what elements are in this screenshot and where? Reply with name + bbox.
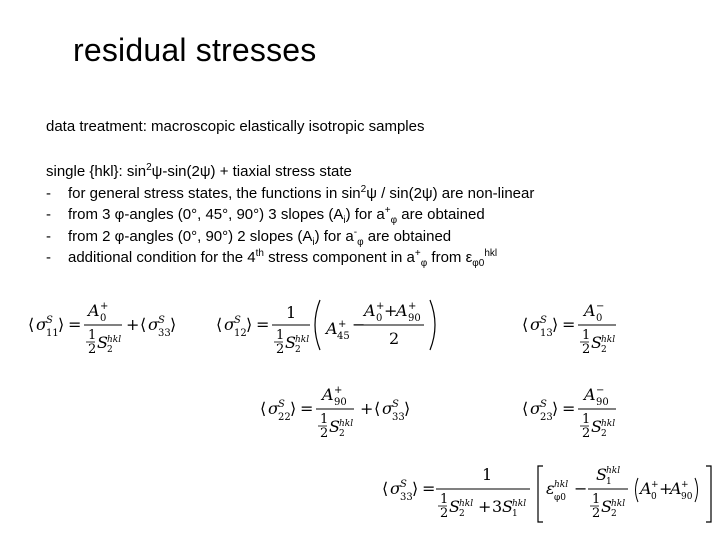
hkl-sup: hkl [611,499,626,509]
angle-bracket: ⟩ [552,399,559,418]
numeral-1: 1 [320,412,329,427]
hkl-sup: hkl [295,335,310,345]
numeral-1: 1 [592,492,601,507]
superscript: hkl [484,248,498,259]
equals-sign: = [422,479,436,498]
hkl-sup: hkl [459,499,474,509]
text-run: single {hkl}: [46,163,127,180]
index-23: 23 [540,412,553,423]
numeral-2: 2 [440,506,449,521]
equation-sigma33 [382,465,711,522]
superscript-S: S [540,399,547,410]
paren-open: ⟨ [632,494,633,495]
hkl-sup: hkl [107,335,122,345]
angle-bracket: ⟨ [260,399,267,418]
superscript-S: S [278,399,285,410]
index-2: 2 [295,345,301,355]
angle-bracket: ⟩ [246,315,253,334]
minus-sup: − [596,301,605,312]
index-0: 0 [376,313,383,324]
S-symbol: S [97,333,108,352]
A-symbol: A [640,479,652,498]
numeral-2: 2 [592,506,601,521]
angle-bracket: ⟩ [404,399,411,418]
equals-sign: = [562,315,576,334]
equation-sigma23 [522,385,616,441]
angle-bracket: ⟨ [522,315,529,334]
slide-title: residual stresses [73,32,317,68]
S-symbol: S [601,497,612,516]
numeral-3: 3 [492,497,503,516]
minus-sup: − [596,385,605,396]
superscript-S: S [158,315,165,326]
index-0: 0 [651,492,657,502]
right-paren [430,300,435,350]
text-run: ) for a [345,206,385,223]
text-run: additional condition for the 4 [68,249,256,266]
equation-sigma13 [522,301,616,357]
angle-bracket: ⟩ [58,315,65,334]
index-1: 1 [606,477,612,487]
plus-sign: + [659,479,673,498]
S-symbol: S [502,497,513,516]
numeral-2: 2 [276,342,285,357]
A-symbol: A [88,301,100,320]
A-symbol: A [584,301,596,320]
plus-sup: + [681,480,689,490]
numeral-1: 1 [276,328,285,343]
A-symbol: A [670,479,682,498]
equation-sigma11 [28,301,176,357]
index-45: 45 [337,331,350,342]
index-33: 33 [400,492,413,503]
A-symbol: A [364,301,376,320]
sigma-symbol: σ [530,315,541,334]
index-1: 1 [512,509,518,519]
index-2: 2 [107,345,113,355]
S-symbol: S [591,417,602,436]
numeral-1: 1 [440,492,449,507]
sigma-symbol: σ [148,315,159,334]
hkl-sup: hkl [512,499,527,509]
superscript-S: S [234,315,241,326]
numeral-2: 2 [88,342,97,357]
plus-sup: + [651,480,659,490]
minus-sign: − [352,315,366,334]
right-paren [695,478,698,502]
text-run: ψ-sin(2ψ) + tiaxial stress state [151,163,352,180]
angle-bracket: ⟨ [382,479,389,498]
subscript: φ [357,236,364,248]
bullet-dash: - [46,249,51,266]
sigma-symbol: σ [36,315,47,334]
index-0: 0 [596,313,603,324]
numeral-2: 2 [582,342,591,357]
index-90: 90 [334,397,347,408]
angle-bracket: ⟨ [140,315,147,334]
index-12: 12 [234,328,247,339]
equals-sign: = [256,315,270,334]
index-13: 13 [540,328,553,339]
subscript: i [343,215,346,226]
plus-sup: + [334,385,343,396]
equals-sign: = [562,399,576,418]
plus-sign: + [384,301,398,320]
text-run: ) for a [314,227,354,245]
angle-bracket: ⟨ [522,399,529,418]
equation-sigma22 [260,385,410,441]
superscript-S: S [400,479,407,490]
angle-bracket: ⟩ [290,399,297,418]
hkl-sup: hkl [601,335,616,345]
plus-sup: + [100,301,109,312]
text-run: sin [126,163,147,180]
superscript: - [353,226,358,238]
index-phi0: φ0 [554,493,567,503]
index-33: 33 [392,412,405,423]
angle-bracket: ⟩ [412,479,419,498]
slide-subtitle: data treatment: macroscopic elastically isotropic samples [46,118,425,135]
S-symbol: S [449,497,460,516]
bullet-dash: - [46,227,51,245]
angle-bracket: ⟨ [374,399,381,418]
superscript: + [414,248,421,259]
text-run: are obtained [363,227,452,245]
S-symbol: S [596,465,607,484]
left-paren [315,300,320,350]
plus-sign: + [478,497,492,516]
index-11: 11 [46,328,59,339]
text-run: from 2 φ-angles (0°, 90°) 2 slopes (A [68,227,313,245]
index-2: 2 [339,429,345,439]
index-90: 90 [681,492,693,502]
plus-sign: + [126,315,140,334]
superscript-S: S [540,315,547,326]
index-90: 90 [596,397,609,408]
minus-sign: − [574,479,588,498]
hkl-sup: hkl [554,480,569,490]
index-22: 22 [278,412,291,423]
index-2: 2 [601,345,607,355]
plus-sign: + [360,399,374,418]
bullet-dash: - [46,184,51,202]
angle-bracket: ⟨ [28,315,35,334]
subscript: φ [390,215,398,226]
numeral-2: 2 [389,329,400,348]
text-run: ψ / sin(2ψ) are non-linear [366,184,535,202]
numeral-1: 1 [482,465,493,484]
text-run: for general stress states, the functions in sin [68,184,361,202]
A-symbol: A [326,319,338,338]
plus-sup: + [408,301,417,312]
equals-sign: = [68,315,82,334]
numeral-2: 2 [582,426,591,441]
text-run: from 3 φ-angles (0°, 45°, 90°) 3 slopes (A [68,206,344,223]
left-bracket [538,466,543,522]
subscript: φ [420,258,428,269]
index-90: 90 [408,313,421,324]
index-2: 2 [459,509,465,519]
sigma-symbol: σ [224,315,235,334]
bullet-dash: - [46,206,51,223]
index-2: 2 [601,429,607,439]
S-symbol: S [591,333,602,352]
sigma-symbol: σ [530,399,541,418]
index-33: 33 [158,328,171,339]
right-bracket [706,466,711,522]
subscript: φ0 [472,258,485,269]
plus-sup: + [376,301,385,312]
numeral-1: 1 [88,328,97,343]
index-2: 2 [611,509,617,519]
epsilon-symbol: ε [546,479,555,498]
angle-bracket: ⟨ [216,315,223,334]
S-symbol: S [329,417,340,436]
hkl-sup: hkl [601,419,616,429]
superscript: th [255,248,264,259]
superscript-S: S [392,399,399,410]
A-symbol: A [396,301,408,320]
angle-bracket: ⟩ [552,315,559,334]
text-run: stress component in a [263,249,415,266]
hkl-sup: hkl [339,419,354,429]
A-symbol: A [584,385,596,404]
numeral-1: 1 [582,328,591,343]
numeral-1: 1 [286,303,297,322]
superscript: 2 [360,183,367,195]
equation-sigma12 [216,300,435,357]
sigma-symbol: σ [382,399,393,418]
superscript-S: S [46,315,53,326]
numeral-2: 2 [320,426,329,441]
S-symbol: S [285,333,296,352]
equals-sign: = [300,399,314,418]
text-run: from ε [427,249,473,266]
angle-bracket: ⟩ [170,315,177,334]
superscript: 2 [146,162,152,173]
sigma-symbol: σ [390,479,401,498]
left-paren [636,478,639,502]
subscript: i [312,236,315,248]
index-0: 0 [100,313,107,324]
plus-sup: + [338,319,347,330]
A-symbol: A [322,385,334,404]
sigma-symbol: σ [268,399,279,418]
superscript: + [384,205,391,216]
numeral-1: 1 [582,412,591,427]
text-run: are obtained [397,206,485,223]
hkl-sup: hkl [606,466,621,476]
